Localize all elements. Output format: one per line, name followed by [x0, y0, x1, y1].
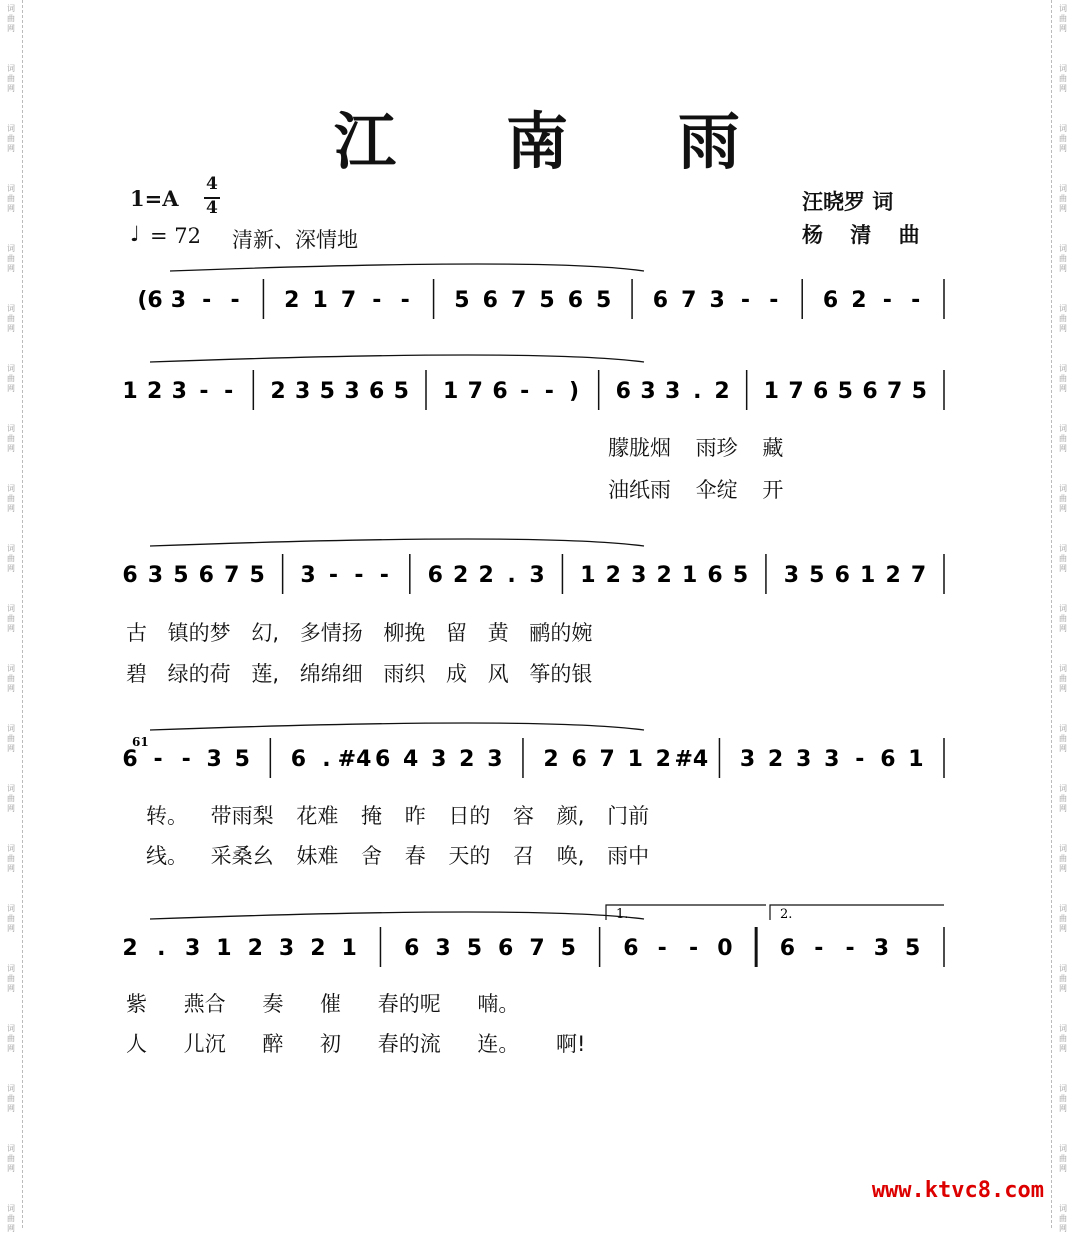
note-symbol: 3 — [824, 747, 840, 772]
side-watermark-text: 词 曲 网 — [1059, 64, 1067, 93]
note-symbol: 7 — [467, 379, 483, 404]
note-symbol: 5 — [539, 288, 555, 313]
note-symbol: 7 — [910, 563, 927, 588]
side-watermark-text: 词 曲 网 — [1059, 544, 1067, 573]
note-symbol: 1 — [312, 288, 328, 313]
note-symbol: 3 — [529, 563, 545, 588]
note-symbol: #4 — [337, 747, 372, 772]
note-symbol: 5 — [319, 379, 335, 404]
note-symbol: 2 — [459, 747, 475, 772]
note-symbol: 6 — [571, 747, 587, 772]
note-symbol: (6 — [137, 288, 163, 313]
note-symbol: 6 — [404, 936, 420, 961]
note-symbol: - — [814, 936, 824, 961]
note-symbol: 3 — [344, 379, 360, 404]
note-symbol: 5 — [560, 936, 576, 961]
side-watermark-text: 词 曲 网 — [7, 664, 15, 693]
side-watermark-text: 词 曲 网 — [7, 364, 15, 393]
note-symbol: 1 — [627, 747, 643, 772]
note-symbol: 1 — [908, 747, 924, 772]
note-symbol: 5 — [809, 563, 825, 588]
note-symbol: . — [693, 379, 702, 404]
side-watermark-text: 词 曲 网 — [7, 904, 15, 933]
note-symbol: 2 — [656, 563, 672, 588]
side-watermark-text: 词 曲 网 — [1059, 724, 1067, 753]
side-watermark-text: 词 曲 网 — [1059, 604, 1067, 633]
note-symbol: - — [882, 288, 892, 313]
note-symbol: 1 — [216, 936, 232, 961]
lyrics-row4-verse1: 转。 带雨梨 花难 掩 昨 日的 容 颜, 门前 — [146, 804, 650, 828]
note-symbol: 5 — [249, 563, 265, 588]
note-symbol: 2 — [284, 288, 300, 313]
note-symbol: 3 — [278, 936, 295, 961]
side-watermark-text: 词 曲 网 — [1059, 964, 1067, 993]
note-symbol: 1 — [860, 563, 876, 588]
song-title: 江南雨 — [333, 105, 850, 178]
lyrics-row3-verse1: 古 镇的梦 幻, 多情扬 柳挽 留 黄 鹂的婉 — [126, 621, 593, 645]
note-symbol: 2 — [655, 747, 671, 772]
note-symbol: 6 — [822, 288, 839, 313]
note-symbol: 5 — [393, 379, 409, 404]
note-symbol: 7 — [340, 288, 357, 313]
side-watermark-text: 词 曲 网 — [1059, 244, 1067, 273]
grace-note: 61 — [132, 735, 149, 749]
note-symbol: 6 — [567, 288, 584, 313]
side-watermark-text: 词 曲 网 — [1059, 664, 1067, 693]
composer-credit: 杨 清 曲 — [802, 222, 930, 247]
note-symbol: - — [328, 563, 339, 588]
time-sig-bottom: 4 — [206, 198, 218, 218]
key-signature: 1=A — [130, 186, 179, 211]
side-watermark-text: 词 曲 网 — [1059, 124, 1067, 153]
note-symbol: 2 — [714, 379, 730, 404]
note-symbol: 6 — [862, 379, 878, 404]
note-symbol: 3 — [147, 563, 164, 588]
note-symbol: 1 — [681, 563, 698, 588]
side-watermark-text: 词 曲 网 — [7, 244, 15, 273]
note-symbol: 3 — [783, 563, 800, 588]
note-symbol: 1 — [763, 379, 779, 404]
note-symbol: 6 — [498, 936, 514, 961]
note-symbol: 2 — [885, 563, 901, 588]
volta-label: 1. — [616, 907, 629, 922]
note-symbol: 6 — [880, 747, 896, 772]
note-symbol: . — [507, 563, 516, 588]
side-watermark-text: 词 曲 网 — [7, 1204, 15, 1233]
note-symbol: 6 — [122, 747, 138, 772]
note-symbol: - — [544, 379, 554, 404]
note-symbol: . — [322, 747, 331, 772]
note-symbol: 5 — [905, 936, 921, 961]
side-watermark-text: 词 曲 网 — [1059, 364, 1067, 393]
note-symbol: 6 — [122, 563, 138, 588]
side-watermark-text: 词 曲 网 — [1059, 304, 1067, 333]
note-symbol: 6 — [707, 563, 723, 588]
note-symbol: - — [688, 936, 699, 961]
note-symbol: 6 — [482, 288, 498, 313]
note-symbol: 3 — [300, 563, 316, 588]
side-watermark-text: 词 曲 网 — [1059, 904, 1067, 933]
lyrics-row4-verse2: 线。 采桑幺 妹难 舍 春 天的 召 唤, 雨中 — [146, 844, 650, 868]
side-watermark-text: 词 曲 网 — [1059, 4, 1067, 33]
side-watermark-text: 词 曲 网 — [1059, 424, 1067, 453]
note-symbol: 3 — [487, 747, 503, 772]
note-symbol: 3 — [295, 379, 311, 404]
note-symbol: - — [769, 288, 779, 313]
side-watermark-text: 词 曲 网 — [1059, 844, 1067, 873]
note-symbol: 7 — [887, 379, 903, 404]
volta-label: 2. — [780, 907, 793, 922]
note-symbol: 2 — [270, 379, 286, 404]
note-symbol: - — [199, 379, 209, 404]
note-symbol: 3 — [709, 288, 725, 313]
note-symbol: - — [740, 288, 751, 313]
note-symbol: - — [845, 936, 855, 961]
note-symbol: 5 — [234, 747, 250, 772]
note-symbol: 2 — [247, 936, 263, 961]
note-symbol: 3 — [873, 936, 890, 961]
slur-arc — [170, 264, 644, 271]
note-symbol: 7 — [599, 747, 615, 772]
note-symbol: - — [520, 379, 530, 404]
side-watermark-text: 词 曲 网 — [7, 1144, 15, 1173]
note-symbol: 3 — [795, 747, 812, 772]
side-watermark-text: 词 曲 网 — [7, 304, 15, 333]
quarter-note-icon: ♩ — [130, 222, 140, 246]
side-watermark-text: 词 曲 网 — [7, 844, 15, 873]
tempo-mark: = 72 — [150, 224, 201, 248]
note-symbol: - — [202, 288, 212, 313]
side-watermark-text: 词 曲 网 — [7, 604, 15, 633]
note-symbol: 2 — [147, 379, 163, 404]
side-watermark-text: 词 曲 网 — [1059, 484, 1067, 513]
note-symbol: - — [372, 288, 382, 313]
note-symbol: 2 — [478, 563, 494, 588]
note-symbol: - — [657, 936, 667, 961]
side-watermark-text: 词 曲 网 — [7, 724, 15, 753]
side-watermark-text: 词 曲 网 — [1059, 1084, 1067, 1113]
side-watermark-text: 词 曲 网 — [1059, 1204, 1067, 1233]
note-symbol: 3 — [435, 936, 451, 961]
note-symbol: 7 — [510, 288, 527, 313]
slur-arc — [150, 912, 644, 919]
note-symbol: 6 — [427, 563, 443, 588]
note-symbol: - — [379, 563, 389, 588]
note-symbol: - — [181, 747, 191, 772]
lyricist-credit: 汪晓罗 词 — [802, 189, 894, 214]
note-symbol: 2 — [851, 288, 867, 313]
note-symbol: 5 — [466, 936, 483, 961]
note-symbol: 3 — [739, 747, 756, 772]
note-symbol: . — [157, 936, 166, 961]
time-sig-top: 4 — [206, 174, 218, 194]
note-symbol: 5 — [911, 379, 927, 404]
note-symbol: 5 — [454, 288, 470, 313]
note-symbol: 3 — [431, 747, 447, 772]
note-symbol: #4 — [674, 747, 709, 772]
note-symbol: 6 — [813, 379, 829, 404]
side-watermark-text: 词 曲 网 — [7, 784, 15, 813]
lyrics-row2-verse1: 朦胧烟 雨珍 藏 — [608, 436, 784, 460]
note-symbol: 6 — [623, 936, 639, 961]
note-symbol: 7 — [681, 288, 697, 313]
slur-arc — [150, 539, 644, 546]
side-watermark-text: 词 曲 网 — [7, 1084, 15, 1113]
note-symbol: 6 — [652, 288, 669, 313]
note-symbol: - — [354, 563, 364, 588]
note-symbol: 2 — [605, 563, 621, 588]
note-symbol: 6 — [369, 379, 385, 404]
note-symbol: 3 — [665, 379, 681, 404]
note-symbol: 6 — [290, 747, 307, 772]
note-symbol: 2 — [453, 563, 469, 588]
side-watermark-text: 词 曲 网 — [7, 424, 15, 453]
note-symbol: - — [855, 747, 865, 772]
note-symbol: 3 — [170, 288, 187, 313]
side-watermark-text: 词 曲 网 — [7, 4, 15, 33]
note-symbol: 1 — [580, 563, 596, 588]
note-symbol: 6 — [834, 563, 850, 588]
note-symbol: 1 — [122, 379, 138, 404]
note-symbol: ) — [568, 379, 580, 404]
note-symbol: 6 — [374, 747, 391, 772]
note-symbol: 6 — [492, 379, 508, 404]
lyrics-row3-verse2: 碧 绿的荷 莲, 绵绵细 雨织 成 风 筝的银 — [126, 662, 593, 686]
note-symbol: 5 — [837, 379, 853, 404]
note-symbol: 1 — [341, 936, 357, 961]
note-symbol: 2 — [122, 936, 138, 961]
note-symbol: 5 — [732, 563, 749, 588]
note-symbol: - — [911, 288, 921, 313]
side-watermark-text: 词 曲 网 — [7, 184, 15, 213]
slur-arc — [150, 355, 644, 362]
note-symbol: 2 — [767, 747, 784, 772]
note-symbol: 5 — [596, 288, 612, 313]
note-symbol: 6 — [615, 379, 631, 404]
note-symbol: 3 — [171, 379, 187, 404]
note-symbol: - — [224, 379, 234, 404]
lyrics-row5-verse1: 紫 燕合 奏 催 春的呢 喃。 — [126, 992, 520, 1016]
side-watermark-text: 词 曲 网 — [1059, 184, 1067, 213]
note-symbol: 7 — [788, 379, 804, 404]
lyrics-row5-verse2: 人 儿沉 醉 初 春的流 连。 啊! — [126, 1032, 586, 1056]
site-watermark: www.ktvc8.com — [871, 1178, 1044, 1203]
slur-arc — [150, 723, 644, 730]
note-symbol: 7 — [224, 563, 240, 588]
note-symbol: 6 — [779, 936, 796, 961]
side-watermark-text: 词 曲 网 — [1059, 784, 1067, 813]
side-watermark-text: 词 曲 网 — [7, 124, 15, 153]
note-symbol: 0 — [717, 936, 733, 961]
note-symbol: 3 — [640, 379, 656, 404]
side-watermark-text: 词 曲 网 — [7, 964, 15, 993]
note-symbol: 3 — [184, 936, 201, 961]
note-symbol: - — [153, 747, 163, 772]
note-symbol: 1 — [443, 379, 459, 404]
note-symbol: 2 — [310, 936, 326, 961]
note-symbol: 6 — [198, 563, 214, 588]
note-symbol: - — [400, 288, 410, 313]
lyrics-row2-verse2: 油纸雨 伞绽 开 — [608, 478, 784, 502]
side-watermark-text: 词 曲 网 — [7, 1024, 15, 1053]
note-symbol: 3 — [206, 747, 222, 772]
expression-mark: 清新、深情地 — [232, 228, 358, 252]
note-symbol: 7 — [529, 936, 545, 961]
side-watermark-text: 词 曲 网 — [7, 64, 15, 93]
side-watermark-text: 词 曲 网 — [7, 544, 15, 573]
note-symbol: - — [230, 288, 240, 313]
note-symbol: 3 — [631, 563, 647, 588]
note-symbol: 4 — [403, 747, 419, 772]
side-watermark-text: 词 曲 网 — [1059, 1024, 1067, 1053]
note-symbol: 5 — [173, 563, 189, 588]
volta-bracket — [606, 905, 944, 920]
side-watermark-text: 词 曲 网 — [1059, 1144, 1067, 1173]
note-symbol: 2 — [543, 747, 559, 772]
side-watermark-text: 词 曲 网 — [7, 484, 15, 513]
